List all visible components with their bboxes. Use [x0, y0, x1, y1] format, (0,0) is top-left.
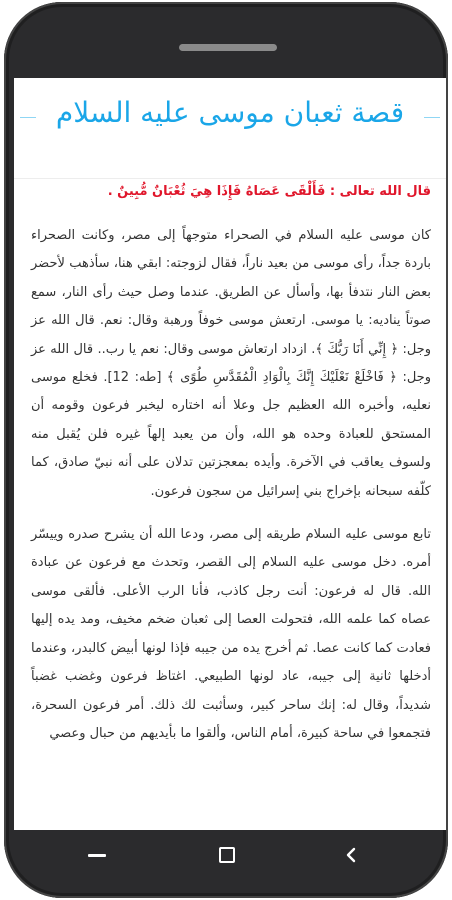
home-square-icon[interactable]: [212, 840, 242, 870]
menu-icon[interactable]: [82, 840, 112, 870]
story-paragraph-2: تابع موسى عليه السلام طريقه إلى مصر، ودعا الله أن يشرح صدره وييسّر أمره. دخل موسى عليه السلام إلى القصر، وتحدث مع فرعون عن عبادة الله. قال له فرعون: أنت رجل كاذب، فأنا الرب الأعلى. فألقى موسى عصاه كما علمه الله، فتحولت العصا إلى ثعبان ضخم مخيف، ومد يده إليها فعادت كما كانت عصا. ثم أخرج يده من جيبه فإذا لونها أبيض كالبدر، وعندما أدخلها ثانية إلى جيبه، عاد لونها الطبيعي. اغتاظ فرعون وغضب غضباً شديداً، وقال له: إنك ساحر كبير، وسأثبت لك ذلك. أمر فرعون السحرة، فتجمعوا في ساحة كبيرة، أمام الناس، وألقوا ما بأيديهم من حبال وعصي: [31, 527, 431, 741]
page-title: قصة ثعبان موسى عليه السلام: [55, 96, 405, 129]
system-nav-bar: [4, 820, 448, 880]
phone-frame: [4, 2, 448, 898]
title-decor-line-right: [424, 117, 440, 118]
story-paragraph-1: كان موسى عليه السلام في الصحراء متوجهاً إلى مصر، وكانت الصحراء باردة جداً، رأى موسى من بعيد ناراً، فقال لزوجته: ابقي هنا، سأذهب لأحضر بعض النار نتدفأ بها، وأسأل عن الطريق. عندما وصل حيث رأى النار، سمع صوتاً يناديه: يا موسى. ارتعش موسى خوفاً ورهبة وقال: نعم. قال الله عز وجل: ﴿ إِنِّي أَنَا رَبُّكَ ﴾. ازداد ارتعاش موسى وقال: نعم يا رب.. قال الله عز وجل: ﴿ فَاخْلَعْ نَعْلَيْكَ إِنَّكَ بِالْوَادِ الْمُقَدَّسِ طُوًى ﴾ [طه: 12]. فخلع موسى نعليه، وأخبره الله العظيم جل وعلا أنه اختاره ليخبر فرعون وقومه أن المستحق للعبادة وحده هو الله، وأن من يعبد إلهاً غيره فلن يُقبل منه ولسوف يعاقب في الآخرة. وأيده بمعجزتين تدلان على أنه نبيّ صادق، كما كلّفه سبحانه بإخراج بني إسرائيل من سجون فرعون.: [31, 228, 431, 499]
title-bar: [14, 78, 446, 179]
app-screen: [14, 78, 446, 830]
speaker-grille: [179, 44, 277, 51]
quran-verse: قال الله تعالى : فَأَلْقَى عَصَاهُ فَإِذَا هِيَ ثُعْبَانٌ مُّبِينٌ .: [107, 184, 431, 199]
title-decor-line-left: [20, 117, 36, 118]
story-content[interactable]: [31, 182, 431, 763]
back-chevron-icon[interactable]: [336, 840, 366, 870]
